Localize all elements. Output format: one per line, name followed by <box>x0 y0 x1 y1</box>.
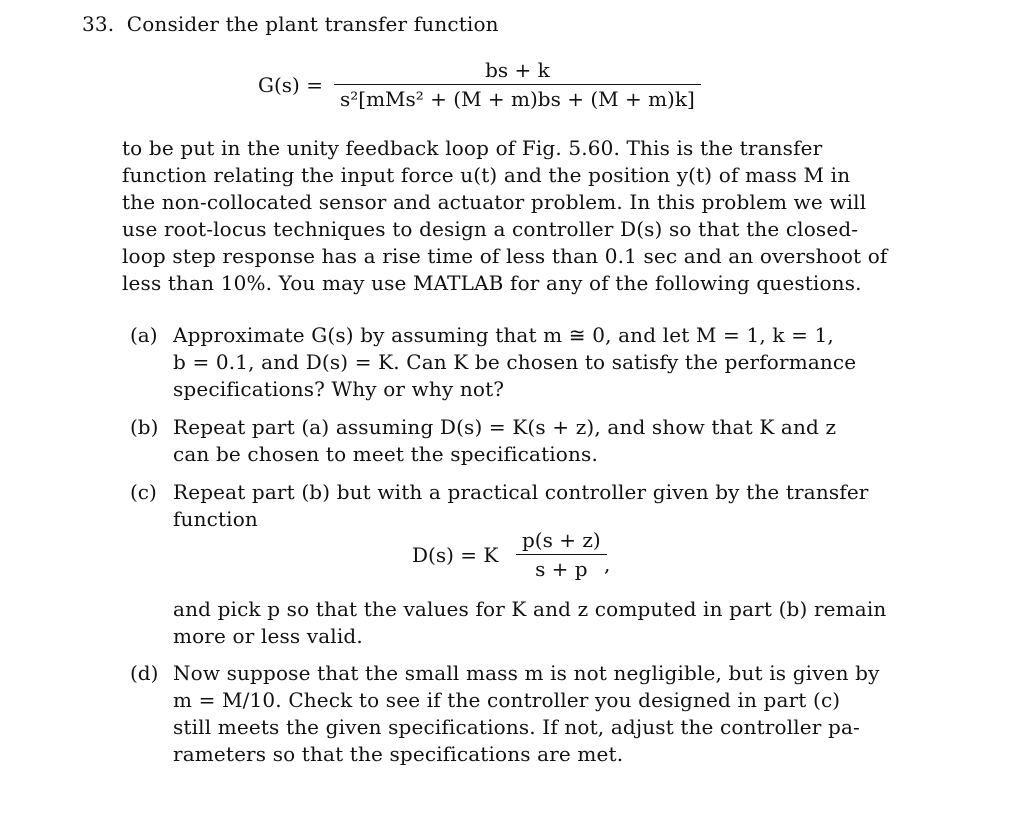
problem-header <box>82 11 499 37</box>
part-d-line: rameters so that the specifications are met. <box>173 742 624 766</box>
gs-denominator: s²[mMs² + (M + m)bs + (M + m)k] <box>340 87 695 112</box>
body-line: the non-collocated sensor and actuator problem. In this problem we will <box>122 190 867 214</box>
part-b-label: (b) <box>130 415 159 439</box>
part-b-line: Repeat part (a) assuming D(s) = K(s + z), and show that K and z <box>173 415 837 439</box>
gs-fraction <box>334 58 701 111</box>
body-line: function relating the input force u(t) and the position y(t) of mass M in <box>122 163 851 187</box>
part-d-line: Now suppose that the small mass m is not negligible, but is given by <box>173 661 880 685</box>
part-d-line: m = M/10. Check to see if the controller you designed in part (c) <box>173 688 841 712</box>
part-b-line: can be chosen to meet the specifications. <box>173 442 598 466</box>
part-c-label: (c) <box>130 480 157 504</box>
ds-fraction <box>516 528 607 581</box>
part-a-label: (a) <box>130 323 158 347</box>
part-d-label: (d) <box>130 661 159 685</box>
gs-lhs: G(s) = <box>258 73 323 97</box>
part-a-line: b = 0.1, and D(s) = K. Can K be chosen to satisfy the performance <box>173 350 857 374</box>
problem-number: 33. <box>82 12 115 36</box>
part-c-line: Repeat part (b) but with a practical controller given by the transfer <box>173 480 869 504</box>
gs-numerator: bs + k <box>485 58 550 82</box>
body-line: loop step response has a rise time of less than 0.1 sec and an overshoot of <box>122 244 888 268</box>
ds-numerator: p(s + z) <box>522 528 601 552</box>
body-line: less than 10%. You may use MATLAB for any of the following questions. <box>122 271 862 295</box>
part-a-line: specifications? Why or why not? <box>173 377 505 401</box>
body-line: use root-locus techniques to design a controller D(s) so that the closed- <box>122 217 859 241</box>
ds-denominator: s + p <box>535 557 588 582</box>
ds-lhs: D(s) = K <box>412 543 499 567</box>
part-c-line: and pick p so that the values for K and z computed in part (b) remain <box>173 597 887 621</box>
part-a-line: Approximate G(s) by assuming that m ≅ 0, and let M = 1, k = 1, <box>173 323 834 347</box>
problem-intro: Consider the plant transfer function <box>126 12 499 36</box>
ds-trailing-comma: , <box>604 552 611 576</box>
body-line: to be put in the unity feedback loop of Fig. 5.60. This is the transfer <box>122 136 823 160</box>
part-d-line: still meets the given specifications. If not, adjust the controller pa- <box>173 715 860 739</box>
part-c-line: more or less valid. <box>173 624 363 648</box>
part-c-line: function <box>173 507 258 531</box>
